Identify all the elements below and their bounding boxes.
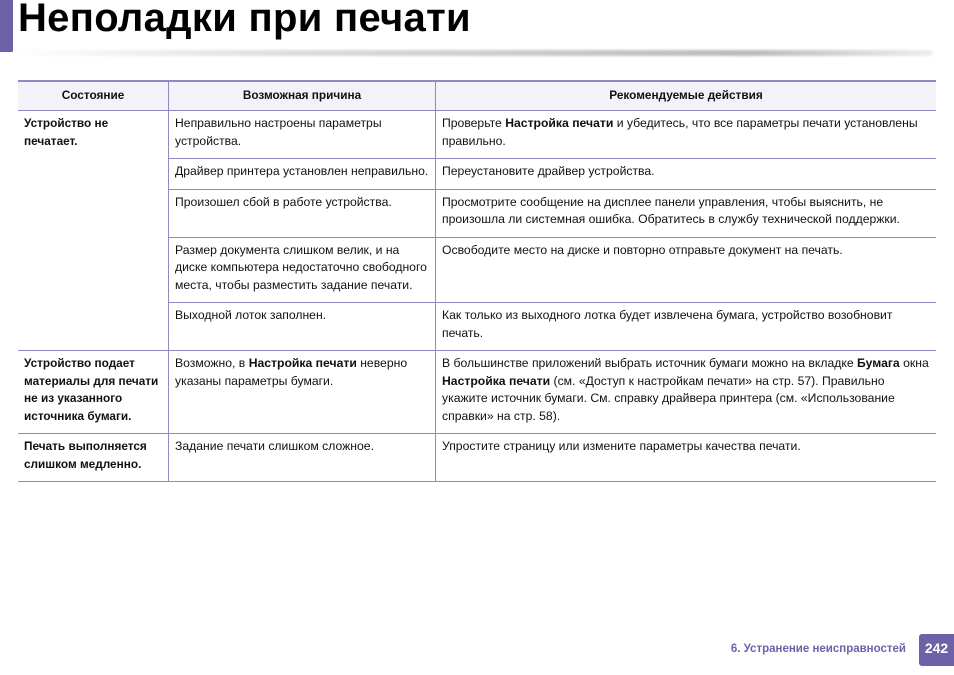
- text-segment: окна: [899, 356, 929, 370]
- state-cell: Печать выполняется слишком медленно.: [18, 434, 169, 482]
- chapter-label: 6. Устранение неисправностей: [730, 643, 906, 655]
- accent-bar: [0, 0, 13, 52]
- troubleshooting-table: [18, 80, 936, 482]
- cause-cell: [169, 159, 436, 190]
- text-segment: Переустановите драйвер устройства.: [442, 164, 655, 178]
- header-state: Состояние: [18, 81, 169, 111]
- state-cell: Устройство подает материалы для печати не из указанного источника бумаги.: [18, 351, 169, 434]
- text-segment: В большинстве приложений выбрать источник бумаги можно на вкладке: [442, 356, 857, 370]
- text-segment: Размер документа слишком велик, и на диске компьютера недостаточно свободного места, чтобы разместить задание печати.: [175, 242, 427, 292]
- bold-term: Настройка печати: [505, 116, 614, 130]
- bold-term: Настройка печати: [442, 373, 551, 388]
- action-cell: [436, 189, 937, 237]
- cause-cell: [169, 303, 436, 351]
- table-row: [18, 351, 936, 434]
- state-cell: Устройство не печатает.: [18, 111, 169, 351]
- cause-cell: [169, 111, 436, 159]
- header-cause: Возможная причина: [169, 81, 436, 111]
- page-title: Неполадки при печати: [18, 0, 471, 40]
- cause-cell: [169, 434, 436, 482]
- text-segment: (см. «Доступ к настройкам печати» на стр. 57). Правильно укажите источник бумаги. См. справку драйвера принтера (см. «Использование справки» на стр. 58).: [442, 373, 895, 423]
- text-segment: Неправильно настроены параметры устройства.: [175, 116, 382, 148]
- cause-cell: [169, 351, 436, 434]
- bold-term: Бумага: [857, 356, 900, 370]
- table-row: [18, 434, 936, 482]
- action-cell: [436, 303, 937, 351]
- action-cell: [436, 351, 937, 434]
- action-cell: [436, 434, 937, 482]
- text-segment: Проверьте: [442, 116, 506, 130]
- text-segment: Выходной лоток заполнен.: [175, 308, 327, 322]
- action-cell: [436, 111, 937, 159]
- text-segment: Просмотрите сообщение на дисплее панели управления, чтобы выяснить, не произошла ли системная ошибка. Обратитесь в службу технической поддержки.: [442, 194, 900, 226]
- text-segment: Драйвер принтера установлен неправильно.: [175, 164, 429, 178]
- text-segment: Освободите место на диске и повторно отправьте документ на печать.: [442, 242, 843, 257]
- cause-cell: [169, 189, 436, 237]
- action-cell: [436, 237, 937, 303]
- text-segment: Задание печати слишком сложное.: [175, 439, 374, 453]
- page-number: 242: [919, 634, 954, 666]
- table-row: [18, 111, 936, 159]
- text-segment: неверно указаны параметры бумаги.: [175, 356, 408, 388]
- cause-cell: [169, 237, 436, 303]
- text-segment: Возможно, в: [175, 356, 249, 370]
- table-header-row: [18, 81, 936, 111]
- bold-term: Настройка печати: [248, 356, 357, 370]
- action-cell: [436, 159, 937, 190]
- title-divider: [13, 50, 933, 56]
- text-segment: Произошел сбой в работе устройства.: [175, 194, 392, 209]
- text-segment: и убедитесь, что все параметры печати установлены правильно.: [442, 116, 918, 148]
- header-action: Рекомендуемые действия: [436, 81, 937, 111]
- text-segment: Как только из выходного лотка будет извлечена бумага, устройство возобновит печать.: [442, 308, 893, 340]
- text-segment: Упростите страницу или измените параметры качества печати.: [442, 439, 801, 453]
